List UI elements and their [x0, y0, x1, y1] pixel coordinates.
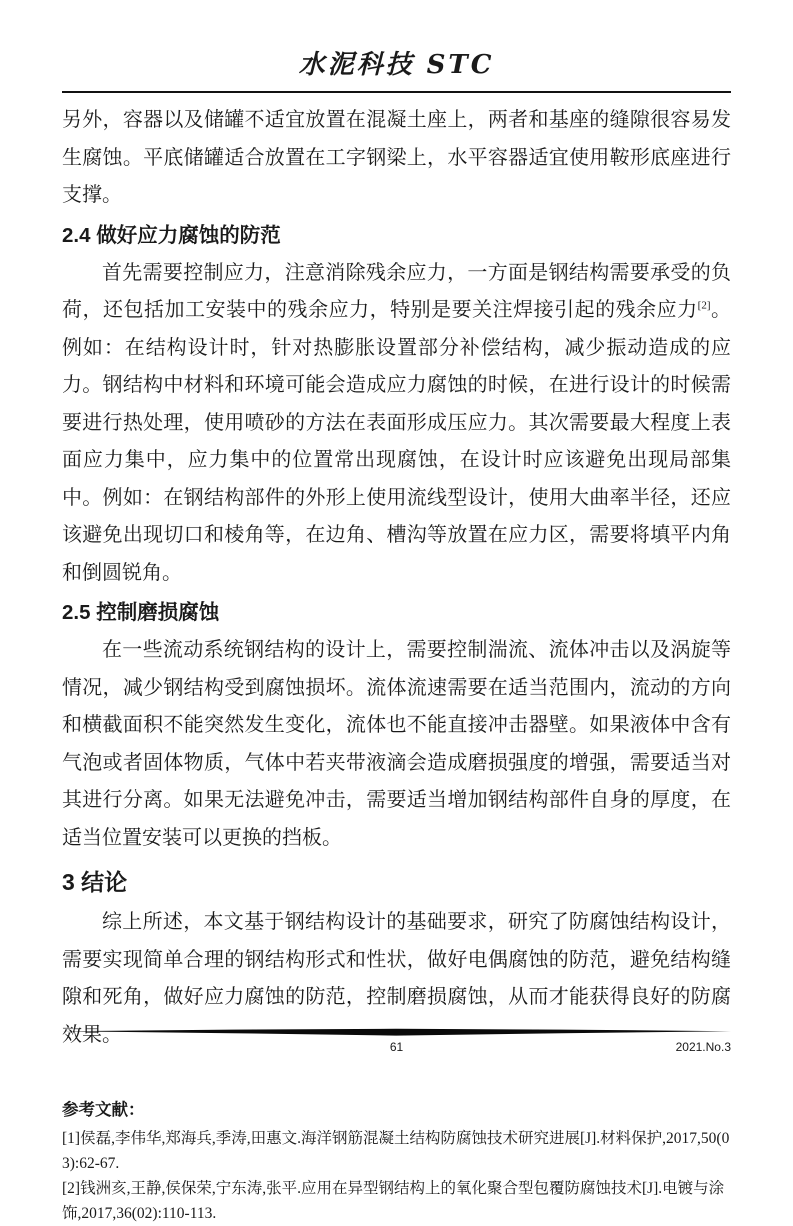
section-2-4-paragraph — [62, 255, 731, 593]
section-2-5-paragraph: 在一些流动系统钢结构的设计上，需要控制湍流、流体冲击以及涡旋等情况，减少钢结构受到腐蚀损坏。流体流速需要在适当范围内，流动的方向和横截面积不能突然发生变化，流体也不能直接冲击器壁。如果液体中含有气泡或者固体物质，气体中若夹带液滴会造成磨损强度的增强，需要适当对其进行分离。如果无法避免冲击，需要适当增加钢结构部件自身的厚度，在适当位置安装可以更换的挡板。 — [62, 639, 731, 849]
reference-item: [1]侯磊,李伟华,郑海兵,季涛,田惠文.海洋钢筋混凝土结构防腐蚀技术研究进展[J].材料保护,2017,50(03):62-67. — [62, 1130, 730, 1172]
issue-number: 2021.No.3 — [675, 1040, 731, 1054]
conclusion-paragraph: 综上所述，本文基于钢结构设计的基础要求，研究了防腐蚀结构设计，需要实现简单合理的钢结构形式和性状，做好电偶腐蚀的防范，避免结构缝隙和死角，做好应力腐蚀的防范，控制磨损腐蚀，从而才能获得良好的防腐效果。 — [62, 911, 731, 1046]
references-heading: 参考文献： — [62, 1101, 145, 1119]
section-2-4-text-before-citation: 首先需要控制应力，注意消除残余应力，一方面是钢结构需要承受的负荷，还包括加工安装中的残余应力，特别是要关注焊接引起的残余应力 — [62, 261, 731, 321]
page-footer — [62, 1028, 731, 1055]
section-2-4-text-after-citation: 。例如：在结构设计时，针对热膨胀设置部分补偿结构，减少振动造成的应力。钢结构中材料和环境可能会造成应力腐蚀的时候，在进行设计的时候需要进行热处理，使用喷砂的方法在表面形成压应力。其次需要最大程度上表面应力集中，应力集中的位置常出现腐蚀，在设计时应该避免出现局部集中。例如：在钢结构部件的外形上使用流线型设计，使用大曲率半径，还应该避免出现切口和棱角等，在边角、槽沟等放置在应力区，需要将填平内角和倒圆锐角。 — [62, 299, 732, 584]
journal-title: 水泥科技 STC — [298, 50, 495, 80]
footer-row — [62, 1039, 731, 1055]
section-heading-3: 3 结论 — [62, 869, 128, 895]
footer-tapered-rule — [62, 1028, 731, 1037]
references-section — [62, 1098, 731, 1226]
section-heading-2-4: 2.4 做好应力腐蚀的防范 — [62, 223, 281, 247]
intro-paragraph: 另外，容器以及储罐不适宜放置在混凝土座上，两者和基座的缝隙很容易发生腐蚀。平底储罐适合放置在工字钢梁上，水平容器适宜使用鞍形底座进行支撑。 — [62, 109, 731, 206]
reference-item: [2]钱洲亥,王静,侯保荣,宁东涛,张平.应用在异型钢结构上的氧化聚合型包覆防腐蚀技术[J].电镀与涂饰,2017,36(02):110-113. — [62, 1180, 725, 1222]
page-number: 61 — [389, 1040, 404, 1054]
section-heading-2-5: 2.5 控制磨损腐蚀 — [62, 601, 220, 624]
header-rule — [62, 91, 731, 93]
citation-marker: [2] — [697, 299, 711, 312]
